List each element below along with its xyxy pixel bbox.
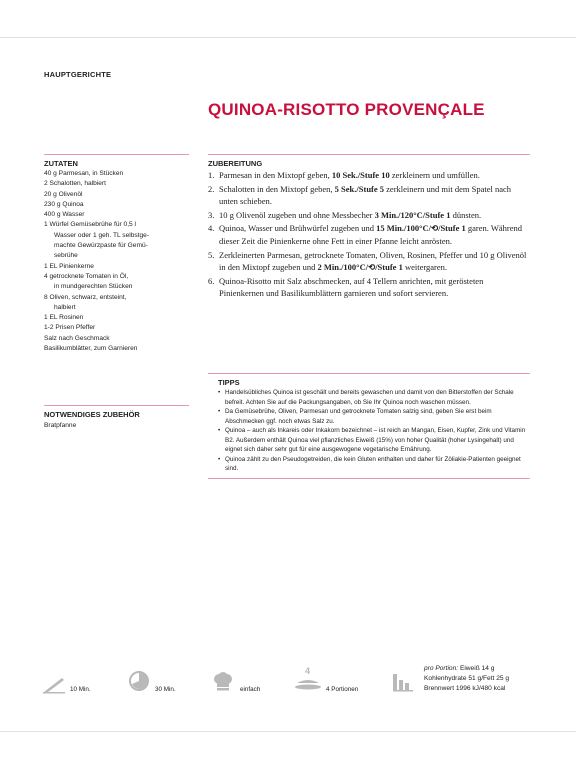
preparation-step bbox=[208, 249, 530, 274]
step-text: Schalotten in den Mixtopf geben, bbox=[219, 183, 335, 194]
step-setting: 5 Sek./Stufe 5 bbox=[334, 183, 385, 194]
ingredient-line: Salz nach Geschmack bbox=[44, 334, 110, 342]
ingredients-list bbox=[44, 169, 189, 354]
step-number: 3. bbox=[208, 209, 215, 220]
equipment-section bbox=[44, 405, 189, 431]
ingredients-heading: ZUTATEN bbox=[44, 159, 78, 168]
clock-icon bbox=[128, 670, 150, 692]
preparation-step bbox=[208, 275, 530, 300]
ingredient-line: 400 g Wasser bbox=[44, 211, 85, 219]
equipment-heading: NOTWENDIGES ZUBEHÖR bbox=[44, 410, 140, 419]
step-number: 6. bbox=[208, 275, 215, 286]
ingredient-line: 4 getrocknete Tomaten in Öl, bbox=[44, 272, 129, 280]
step-setting: 2 Min./100°C/⟲/Stufe 1 bbox=[317, 262, 403, 273]
ingredients-section bbox=[44, 154, 189, 354]
preparation-section bbox=[208, 154, 530, 301]
ingredient-line: 40 g Parmesan, in Stücken bbox=[44, 170, 124, 177]
total-time: 30 Min. bbox=[155, 686, 176, 693]
equipment-text: Bratpfanne bbox=[44, 422, 77, 429]
ingredient-line: 2 Schalotten, halbiert bbox=[44, 180, 106, 188]
nutrition-energy: Brennwert 1996 kJ/480 kcal bbox=[424, 685, 506, 692]
ingredient-line: 230 g Quinoa bbox=[44, 200, 84, 208]
recipe-title: QUINOA-RISOTTO PROVENÇALE bbox=[208, 100, 485, 119]
ingredient-line: halbiert bbox=[54, 303, 76, 311]
prep-time: 10 Min. bbox=[70, 686, 91, 693]
ingredient-line: 20 g Olivenöl bbox=[44, 190, 83, 198]
ingredient-line: sebrühe bbox=[54, 252, 78, 260]
step-text: Quinoa, Wasser und Brühwürfel zugeben und bbox=[219, 223, 377, 234]
nutrition-info bbox=[424, 664, 509, 694]
tips-section bbox=[218, 373, 530, 479]
step-setting: 3 Min./120°C/Stufe 1 bbox=[374, 209, 451, 220]
step-text: Quinoa-Risotto mit Salz abschmecken, auf 4 Tellern anrichten, mit gerösteten Pinienkernen und Basilikumblättern garnieren und sofort servieren. bbox=[219, 275, 484, 299]
top-divider bbox=[0, 37, 576, 38]
preparation-step bbox=[208, 169, 530, 182]
section-rule bbox=[208, 478, 530, 479]
recipe-footer bbox=[0, 660, 576, 710]
step-setting: 15 Min./100°C/⟲/Stufe 1 bbox=[376, 223, 466, 234]
section-rule bbox=[208, 154, 530, 155]
ingredient-line: 1 EL Rosinen bbox=[44, 314, 84, 322]
portions-number: 4 bbox=[305, 666, 311, 676]
ingredient-line: 8 Oliven, schwarz, entsteint, bbox=[44, 293, 127, 301]
plate-icon bbox=[294, 677, 322, 691]
step-number: 4. bbox=[208, 223, 215, 234]
nutrition-label: pro Portion: bbox=[424, 665, 459, 672]
step-text: Zerkleinerten Parmesan, getrocknete Tomaten, Oliven, Rosinen, Pfeffer und 10 g Olivenöl in den Mixtopf zugeben und bbox=[219, 249, 527, 273]
ingredient-line: machte Gewürzpaste für Gemü- bbox=[54, 242, 148, 250]
step-text: weitergaren. bbox=[402, 262, 448, 273]
ingredient-line: Basilikumblätter, zum Garnieren bbox=[44, 345, 138, 353]
preparation-step bbox=[208, 222, 530, 247]
section-rule bbox=[44, 405, 189, 406]
portions: 4 Portionen bbox=[326, 686, 359, 693]
step-number: 1. bbox=[208, 170, 215, 180]
bottom-divider bbox=[0, 731, 576, 732]
step-setting: 10 Sek./Stufe 10 bbox=[331, 170, 390, 180]
step-text: garen. Während dieser Zeit die Pinienkerne ohne Fett in einer Pfanne leicht anrösten. bbox=[219, 223, 522, 246]
ingredient-line: 1-2 Prisen Pfeffer bbox=[44, 324, 96, 332]
section-rule bbox=[208, 373, 530, 374]
bar-chart-icon bbox=[392, 672, 414, 692]
preparation-heading: ZUBEREITUNG bbox=[208, 159, 263, 168]
tips-heading: TIPPS bbox=[218, 378, 240, 387]
section-rule bbox=[44, 154, 189, 155]
nutrition-protein: Eiweiß 14 g bbox=[459, 665, 495, 672]
step-text: Parmesan in den Mixtopf geben, bbox=[219, 170, 332, 180]
step-number: 5. bbox=[208, 249, 215, 260]
nutrition-carbs-fat: Kohlenhydrate 51 g/Fett 25 g bbox=[424, 675, 510, 682]
ingredient-line: in mundgerechten Stücken bbox=[54, 283, 133, 291]
difficulty: einfach bbox=[240, 686, 261, 693]
preparation-step bbox=[208, 183, 530, 208]
ingredient-line: 1 EL Pinienkerne bbox=[44, 262, 94, 270]
ingredient-line: Wasser oder 1 geh. TL selbstge- bbox=[54, 231, 150, 239]
tip-item: • Handelsübliches Quinoa ist geschält und bereits gewaschen und damit von den Bitterstoffen der Schale befreit. Achten Sie auf die Packungsangaben, ob Sie Ihr Quinoa noch waschen müssen. bbox=[218, 388, 530, 407]
preparation-steps bbox=[208, 169, 530, 300]
preparation-step bbox=[208, 209, 530, 222]
category-label: HAUPTGERICHTE bbox=[44, 70, 112, 79]
step-text: zerkleinern und umfüllen. bbox=[389, 170, 480, 180]
tips-list bbox=[218, 388, 530, 474]
tip-item: • Da Gemüsebrühe, Oliven, Parmesan und getrocknete Tomaten salzig sind, geben Sie erst beim Abschmecken ggf. noch etwas Salz zu. bbox=[218, 407, 530, 426]
tip-item: • Quinoa zählt zu den Pseudogetreiden, die kein Gluten enthalten und daher für Zöliakie-Patienten geeignet sind. bbox=[218, 455, 530, 474]
step-text: zerkleinern und mit dem Spatel nach unten schieben. bbox=[219, 183, 512, 207]
step-text: dünsten. bbox=[450, 209, 482, 220]
tip-item: • Quinoa – auch als Inkareis oder Inkakorn bezeichnet – ist reich an Mangan, Eisen, Kupfer, Zink und Vitamin B2. Außerdem enthält Quinoa viel pflanzliches Eiweiß (15%) von hoher Qualität (hoher Lysingehalt) und eignet sich daher sehr gut für eine ausgewogene vegetarische Ernährung. bbox=[218, 426, 530, 455]
ingredient-line: 1 Würfel Gemüsebrühe für 0,5 l bbox=[44, 221, 136, 229]
step-number: 2. bbox=[208, 183, 215, 194]
chef-hat-icon bbox=[212, 672, 234, 692]
step-text: 10 g Olivenöl zugeben und ohne Messbecher bbox=[219, 209, 375, 220]
knife-icon bbox=[42, 674, 66, 694]
